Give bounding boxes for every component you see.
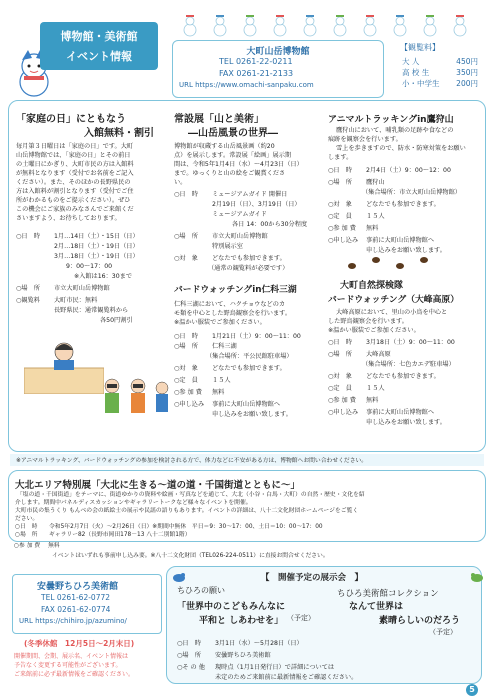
body-line: 所がわかるものをご提示ください）。ぜひ <box>16 197 131 204</box>
row-label: ○日 時 <box>16 233 40 240</box>
fee-row <box>402 67 478 78</box>
row-value: 各日 14：00から30分程度 <box>232 221 308 228</box>
animal-tracking-section <box>326 106 482 446</box>
museum-fax: FAX 0261-21-2133 <box>219 69 294 78</box>
row-label: ○定 員 <box>174 377 198 384</box>
body-line: 大峰高原において、里山の小鳥を中心と <box>336 309 448 316</box>
row-value: １５人 <box>366 213 385 220</box>
badge-line1: 博物館・美術館 <box>60 30 138 43</box>
row-value: 無料 <box>212 389 225 396</box>
section-title: 常設展「山と美術」 <box>174 114 264 125</box>
museum-url[interactable]: URL https://www.omachi-sanpaku.com <box>179 81 314 89</box>
snowman-icon <box>180 14 480 38</box>
page-number <box>466 684 478 696</box>
body-line: モ類を中心とした野鳥観察会を行います。 <box>174 310 292 317</box>
row-value: 安曇野ちひろ美術館 <box>215 652 271 659</box>
body-line: い。 <box>174 179 187 186</box>
art-museum-tel: TEL 0261-62-0772 <box>41 593 111 602</box>
section-title: アニマルトラッキングin鷹狩山 <box>328 115 454 125</box>
row-value: 各50円割引 <box>100 317 133 324</box>
row-value: 特別展示室 <box>212 243 243 250</box>
row-value: （通常の観覧料が必要です） <box>208 265 289 272</box>
row-value: 2月19日（日）、3月19日（日） <box>212 201 301 208</box>
row-value: 市立大町山岳博物館 <box>54 285 110 292</box>
row-label: ○参 加 費 <box>14 543 41 549</box>
snowman-decorations <box>180 14 480 38</box>
bird-icon <box>470 568 484 580</box>
row-value: 1月…14日（土）・15日（日） <box>54 233 139 240</box>
body-line: 間は、令和5年1月4日（水）～4月23日（日） <box>174 161 303 168</box>
row-label: ○対 象 <box>174 255 198 262</box>
mountain-art-section <box>172 106 322 446</box>
notice-text: ※アニマルトラッキング、バードウォッチングの参加を検討される方で、体力などに不安がある方は、博物館へお問い合わせください。 <box>16 458 368 464</box>
bird-icon <box>172 568 186 580</box>
exhibition-1-note: （予定） <box>287 614 315 622</box>
fees-title: 【観覧料】 <box>400 43 440 52</box>
exhibition-1-line3: 平和と しあわせを」 <box>199 616 284 626</box>
row-label: ○日 時 <box>174 333 198 340</box>
body-line: 大町市民の集うくり もんべの会の紙絵士の展示や民謡の語りもあります。イベントの詳細は、八十二文化財団ホームページをご覧く <box>15 508 359 514</box>
body-line: ださい。 <box>15 516 39 522</box>
body-line: 「塩の道・千国街道」をテーマに、街道ゆかりの資料や絵画・写真などを通じて、大北（小谷・白馬・大町）の自然・歴史・文化を紹 <box>17 492 365 498</box>
row-value: （集合場所：七色カエデ駐車場） <box>362 361 455 368</box>
row-value: ※入館は16：30まで <box>74 273 133 280</box>
row-value: 無料 <box>366 397 379 404</box>
birdwatchers-illustration <box>92 374 178 420</box>
row-value: １５人 <box>366 385 385 392</box>
row-label: ○場 所 <box>328 351 352 358</box>
body-line: 点）を展示します。常設展「絵画」展示期 <box>174 152 292 159</box>
body-line: が無料となります（受付でお名前をご記入 <box>16 170 134 177</box>
row-value: どなたでも参加できます。 <box>366 201 440 208</box>
row-value: 現時点（1月1日発行日）で詳細については <box>215 664 335 671</box>
row-label: ○場 所 <box>15 532 38 538</box>
body-line: 雪上を歩きますので、防水・防寒対策をお願い <box>336 145 466 152</box>
fee-row <box>402 56 478 67</box>
row-value: ギャラリー82（長野市岡田178－13 八十二別館1階） <box>49 532 191 538</box>
section-title: 「家庭の日」にともなう <box>16 114 126 125</box>
art-museum-contact <box>12 574 162 634</box>
row-value: 事前に大町山岳博物館へ <box>212 401 281 408</box>
body-line: 博物館が収蔵する山岳風景画（約20 <box>174 143 275 150</box>
row-value: 事前に大町山岳博物館へ <box>366 237 435 244</box>
exhibit-title: 大北エリア特別展「大北に生きる～道の道・千国街道とともに～」 <box>15 480 301 491</box>
body-line: ※温かい服装でご参加ください。 <box>174 319 266 326</box>
body-line: 山岳博物館では、「家庭の日」とその前日 <box>16 152 131 159</box>
exhibition-2-line1: ちひろ美術館コレクション <box>337 589 439 599</box>
row-label: ○定 員 <box>328 213 352 220</box>
fee-value: 350円 <box>456 68 478 77</box>
upcoming-header: 【 開催予定の展示会 】 <box>261 573 364 583</box>
exhibition-2-line2: なんて世界は <box>349 602 404 612</box>
museum-tel: TEL 0261-22-0211 <box>219 57 293 66</box>
row-label: ○日 時 <box>328 339 352 346</box>
art-museum-fax: FAX 0261-62-0774 <box>41 605 111 614</box>
row-label: ○参 加 費 <box>328 397 356 404</box>
row-label: ○定 員 <box>328 385 352 392</box>
upcoming-exhibitions-box <box>166 566 482 684</box>
row-value: ミュージアムガイド 開催日 <box>212 191 288 198</box>
row-value: 仁科三湖 <box>212 343 237 350</box>
closure-note: 開催期間、会期、展示名、イベント情報は <box>14 653 129 660</box>
exhibition-1-line1: ちひろの願い <box>177 586 225 595</box>
fee-value: 200円 <box>456 79 478 88</box>
body-line: の土曜日にかぎり、大町市民の方は入館料 <box>16 161 134 168</box>
paw-print-icon <box>342 248 442 274</box>
section-subtitle: 入館無料・割引 <box>84 128 154 139</box>
row-value: 長野県民：通常観覧料から <box>54 307 129 314</box>
row-label: ○観覧料 <box>16 297 40 304</box>
section-subtitle: 大町自然探検隊 <box>340 281 404 291</box>
body-line: 介します。期間中パネルディスカッションやギャラリートークなど様々なイベントを開催。 <box>15 500 252 506</box>
row-value: （集合場所：市立大町山岳博物館） <box>362 189 461 196</box>
closure-note: 予告なく変更する可能性がございます。 <box>14 662 122 669</box>
row-label: ○場 所 <box>174 233 198 240</box>
badge-line2: イベント情報 <box>66 50 132 63</box>
row-label: ○場 所 <box>174 343 198 350</box>
row-value: どなたでも参加できます。 <box>212 365 286 372</box>
fee-label: 小・中学生 <box>402 79 440 88</box>
row-value: 3月18日（土）9：00～11：00 <box>366 339 455 346</box>
body-line: さいますよう、お待ちしております。 <box>16 215 121 222</box>
closure-notice: (冬季休館 12月5日～2月末日) <box>24 639 135 648</box>
row-value: 2月4日（土）9：00～12：00 <box>366 167 451 174</box>
row-value: 9：00～17：00 <box>66 263 113 270</box>
row-value: 申し込みをお願い致します。 <box>212 411 292 418</box>
row-value: 2月…18日（土）・19日（日） <box>54 243 139 250</box>
exhibition-2-line3: 素晴らしいのだろう <box>379 616 461 626</box>
section-subtitle: ―山岳風景の世界― <box>188 128 278 139</box>
row-value: 無料 <box>48 543 60 549</box>
row-value: どなたでも参加できます。 <box>366 373 440 380</box>
exhibition-1-line2: 「世界中のこどもみんなに <box>177 602 286 612</box>
row-label: ○対 象 <box>174 365 198 372</box>
museum-name: 大町山岳博物館 <box>246 47 310 57</box>
row-label: ○日 時 <box>15 524 38 530</box>
art-museum-url[interactable]: URL https://chihiro.jp/azumino/ <box>19 617 127 625</box>
row-label: ○対 象 <box>328 373 352 380</box>
special-exhibit-box <box>8 470 486 542</box>
body-line: ください）。また、そのほかの長野県民の <box>16 179 131 186</box>
row-value: 3月1日（水）～5月28日（日） <box>215 640 303 647</box>
row-label: ○申し込み <box>174 401 205 408</box>
row-label: ○場 所 <box>16 285 40 292</box>
row-value: 市立大町山岳博物館 <box>212 233 268 240</box>
row-label: ○参 加 費 <box>328 225 356 232</box>
exhibition-2-note: （予定） <box>429 628 457 636</box>
row-value: どなたでも参加できます。 <box>212 255 286 262</box>
fee-label: 高 校 生 <box>402 68 430 77</box>
row-value: 大峰高原 <box>366 351 391 358</box>
row-value: 大町市民：無料 <box>54 297 98 304</box>
row-value: 無料 <box>366 225 379 232</box>
row-value: ミュージアムガイド <box>212 211 267 218</box>
fee-label: 大 人 <box>402 57 420 66</box>
museum-contact <box>172 40 384 98</box>
body-line: 毎月第３日曜日は「家庭の日」です。大町 <box>16 143 134 150</box>
row-value: 鷹狩山 <box>366 179 385 186</box>
page-number-text: 5 <box>469 685 475 694</box>
row-label: ○参 加 費 <box>174 389 202 396</box>
body-line: 仁科三湖において、ハクチョウなどのカ <box>174 301 286 308</box>
art-museum-name: 安曇野ちひろ美術館 <box>37 582 119 592</box>
row-value: 申し込みをお願い致します。 <box>366 419 446 426</box>
body-line: この機会にご家族のみなさんでご来館くだ <box>16 206 134 213</box>
row-label: ○日 時 <box>177 640 201 647</box>
row-value: １５人 <box>212 377 231 384</box>
body-line: ※温かい服装でご参加ください。 <box>328 327 420 334</box>
row-value: 3月…18日（土）・19日（日） <box>54 253 139 260</box>
row-label: ○申し込み <box>328 237 359 244</box>
event-info-badge <box>40 22 158 70</box>
row-value: 1月21日（土）9：00～11：00 <box>212 333 301 340</box>
row-label: ○日 時 <box>328 167 352 174</box>
body-line: 鷹狩山において、哺乳類の足跡や食などの <box>336 127 454 134</box>
body-line: 痕跡を観察会を行います。 <box>328 136 402 143</box>
body-line: した野鳥観察会を行います。 <box>328 318 408 325</box>
fees-box <box>392 40 480 96</box>
body-line: します。 <box>328 154 353 161</box>
closure-note: ご来館前に必ず最新情報をご確認ください。 <box>14 671 135 678</box>
row-value: （集合場所：平公民館駐車場） <box>206 353 293 360</box>
row-label: ○場 所 <box>328 179 352 186</box>
row-label: ○日 時 <box>174 191 198 198</box>
body-line: まで。ゆっくりと山の絵をご観賞くださ <box>174 170 286 177</box>
row-label: ○そ の 他 <box>177 664 205 671</box>
row-value: 令和5年2月7日（火）～2月26日（日）※期間中無休 平日＝9：30～17：00、土日＝10：00～17：00 <box>49 524 323 530</box>
fee-value: 450円 <box>456 57 478 66</box>
notice-strip <box>10 454 484 466</box>
row-value: 事前に大町山岳博物館へ <box>366 409 435 416</box>
row-label: ○場 所 <box>177 652 201 659</box>
row-value: 未定のためご来館前に最新情報をご確認ください。 <box>215 674 358 681</box>
bird-title: バードウォッチングin仁科三湖 <box>174 285 297 295</box>
row-label: ○申し込み <box>328 409 359 416</box>
bird-title: バードウォッチング（大峰高原） <box>328 295 459 305</box>
fee-row <box>402 78 478 89</box>
row-value: 申し込みをお願い致します。 <box>366 247 446 254</box>
body-line: 方は入館料が割引となります（受付でご住 <box>16 188 134 195</box>
exhibit-footnote: イベントはいずれも事前申し込み要。※八十二文化財団（TEL026-224-0511）に直接お問合せください。 <box>52 553 329 559</box>
row-label: ○対 象 <box>328 201 352 208</box>
